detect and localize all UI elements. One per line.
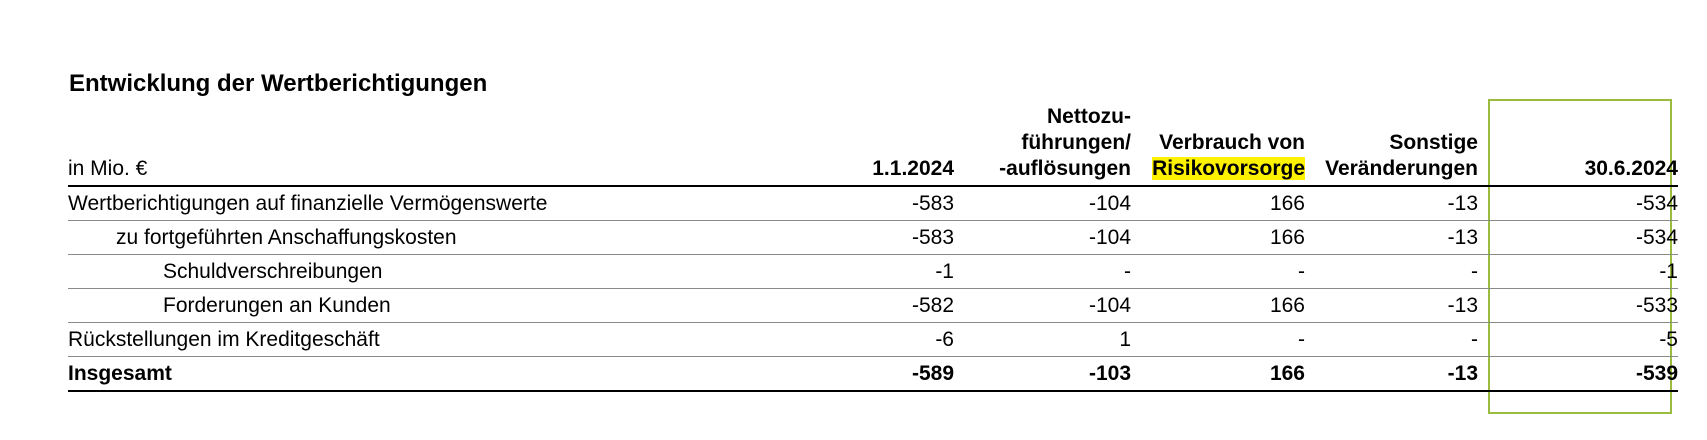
cell-value: 1 [954, 323, 1131, 357]
column-header-sonstige: Sonstige Veränderungen [1305, 104, 1478, 186]
header-row [68, 104, 1678, 186]
cell-value: -539 [1478, 357, 1678, 392]
cell-value: - [1131, 323, 1305, 357]
cell-value: -104 [954, 289, 1131, 323]
row-label: Insgesamt [68, 357, 784, 392]
cell-value: -5 [1478, 323, 1678, 357]
cell-value: - [954, 255, 1131, 289]
cell-value: -104 [954, 221, 1131, 255]
cell-value: 166 [1131, 186, 1305, 221]
column-header-nettozufuehrungen: Nettozu- führungen/ -auflösungen [954, 104, 1131, 186]
table-row [68, 255, 1678, 289]
cell-value: -6 [784, 323, 954, 357]
cell-value: - [1305, 323, 1478, 357]
cell-value: -589 [784, 357, 954, 392]
row-label: Wertberichtigungen auf finanzielle Vermögenswerte [68, 186, 784, 221]
row-label: Rückstellungen im Kreditgeschäft [68, 323, 784, 357]
cell-value: -534 [1478, 186, 1678, 221]
cell-value: -582 [784, 289, 954, 323]
table-row [68, 186, 1678, 221]
cell-value: -583 [784, 221, 954, 255]
table-row [68, 289, 1678, 323]
cell-value: -13 [1305, 221, 1478, 255]
cell-value: -13 [1305, 357, 1478, 392]
highlighted-text: Risikovorsorge [1152, 157, 1305, 180]
cell-value: -1 [1478, 255, 1678, 289]
row-label: Schuldverschreibungen [68, 255, 784, 289]
cell-value: - [1305, 255, 1478, 289]
cell-value: -534 [1478, 221, 1678, 255]
cell-value: -104 [954, 186, 1131, 221]
column-header-1-1-2024: 1.1.2024 [784, 104, 954, 186]
cell-value: -533 [1478, 289, 1678, 323]
cell-value: -1 [784, 255, 954, 289]
total-row [68, 357, 1678, 392]
cell-value: 166 [1131, 289, 1305, 323]
allowance-table [68, 104, 1678, 392]
unit-label: in Mio. € [68, 104, 784, 186]
cell-value: -13 [1305, 186, 1478, 221]
column-header-30-6-2024: 30.6.2024 [1478, 104, 1678, 186]
column-header-verbrauch: Verbrauch von Risikovorsorge [1131, 104, 1305, 186]
table-row [68, 323, 1678, 357]
cell-value: -13 [1305, 289, 1478, 323]
cell-value: -103 [954, 357, 1131, 392]
row-label: Forderungen an Kunden [68, 289, 784, 323]
cell-value: 166 [1131, 357, 1305, 392]
cell-value: 166 [1131, 221, 1305, 255]
cell-value: -583 [784, 186, 954, 221]
cell-value: - [1131, 255, 1305, 289]
row-label: zu fortgeführten Anschaffungskosten [68, 221, 784, 255]
table-row [68, 221, 1678, 255]
table-title: Entwicklung der Wertberichtigungen [69, 70, 488, 97]
